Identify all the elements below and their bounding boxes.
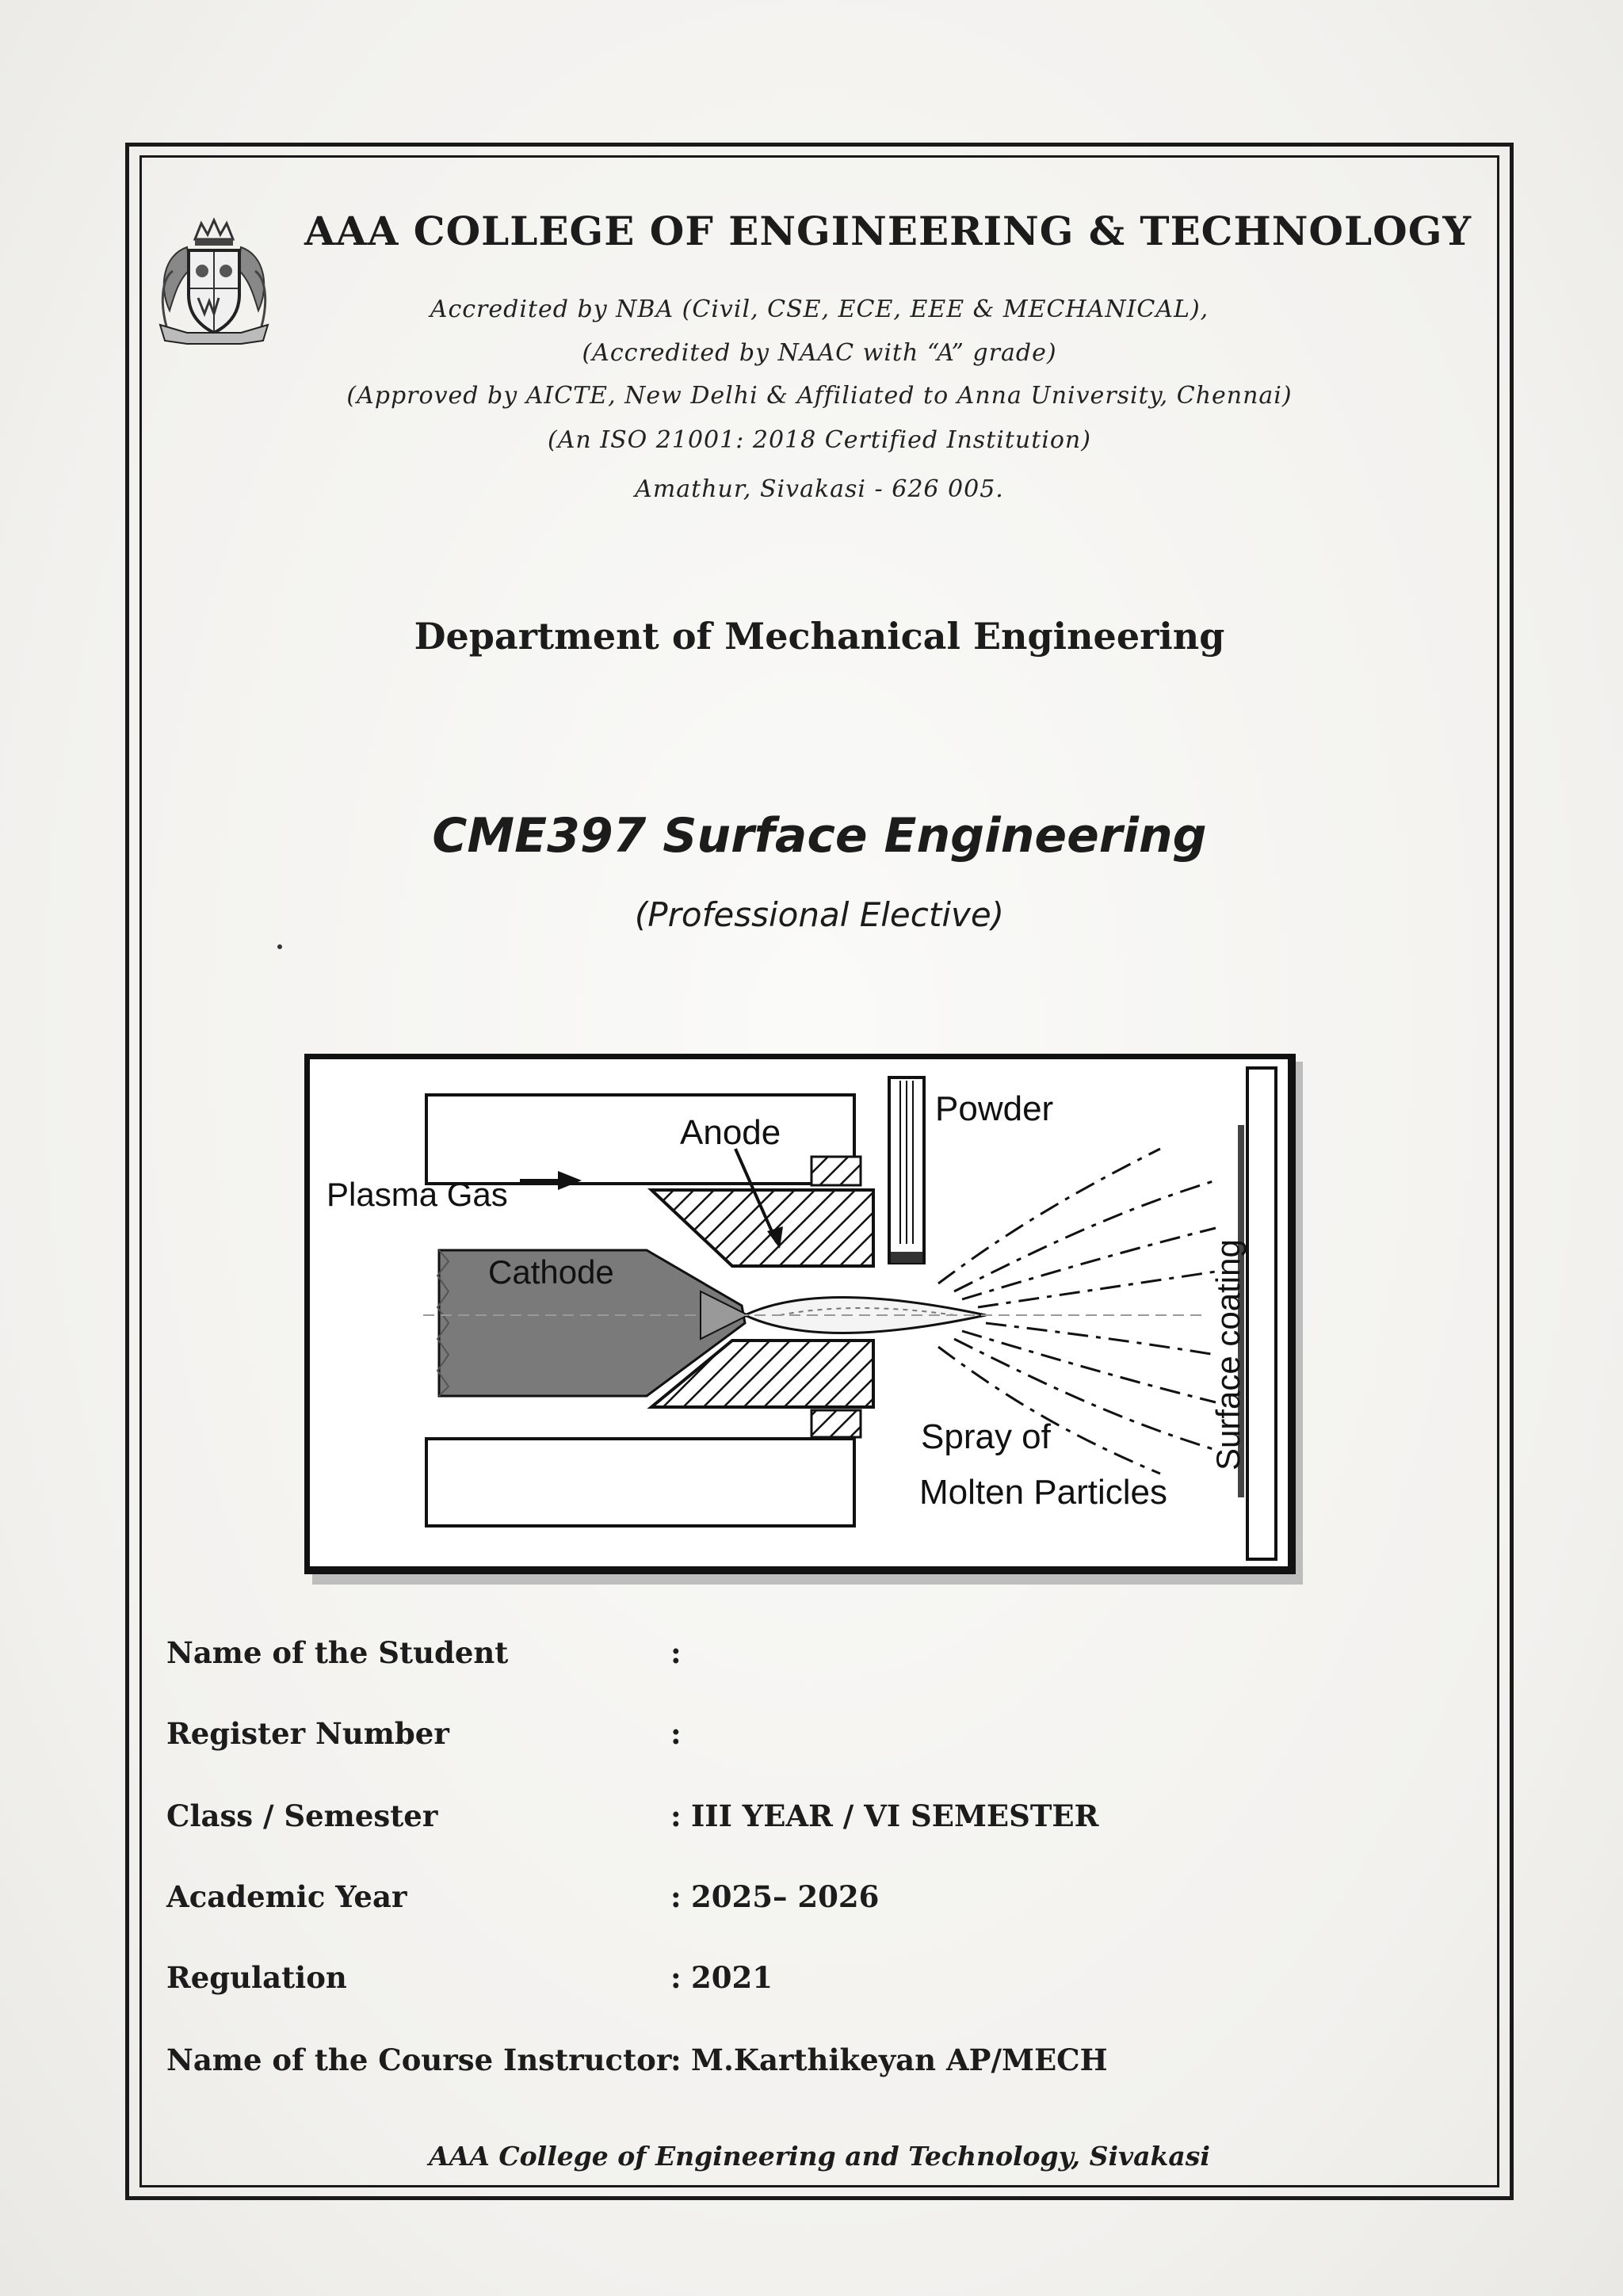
detail-row-regulation <box>166 1960 1355 2008</box>
detail-colon: : <box>670 1635 682 1670</box>
detail-label: Class / Semester <box>166 1798 438 1833</box>
detail-row-class-semester <box>166 1798 1355 1846</box>
college-name: AAA COLLEGE OF ENGINEERING & TECHNOLOGY <box>304 208 1472 254</box>
detail-label: Academic Year <box>166 1879 407 1914</box>
detail-colon: : <box>670 2042 682 2077</box>
detail-value: 2021 <box>691 1960 773 1995</box>
detail-label: Name of the Student <box>166 1635 509 1670</box>
detail-value: M.Karthikeyan AP/MECH <box>691 2042 1108 2077</box>
detail-value: III YEAR / VI SEMESTER <box>691 1798 1099 1833</box>
detail-label: Register Number <box>166 1716 449 1751</box>
course-title: CME397 Surface Engineering <box>432 808 1207 864</box>
powder-label: Powder <box>935 1089 1054 1128</box>
spray-label-line1: Spray of <box>921 1417 1051 1456</box>
plasma-spray-diagram <box>304 1054 1304 1586</box>
detail-colon: : <box>670 1716 682 1751</box>
detail-colon: : <box>670 1960 682 1995</box>
detail-colon: : <box>670 1879 682 1914</box>
detail-row-academic-year <box>166 1879 1355 1927</box>
surface-coating-label: Surface coating <box>1209 1239 1247 1470</box>
plasma-gas-label: Plasma Gas <box>327 1176 508 1213</box>
approval-aicte: (Approved by AICTE, New Delhi & Affiliated to Anna University, Chennai) <box>346 382 1293 410</box>
department-title: Department of Mechanical Engineering <box>414 615 1225 658</box>
detail-row-course-instructor <box>166 2042 1355 2090</box>
college-address: Amathur, Sivakasi - 626 005. <box>635 475 1004 503</box>
detail-row-register-number <box>166 1716 1355 1764</box>
accreditation-nba: Accredited by NBA (Civil, CSE, ECE, EEE & MECHANICAL), <box>430 296 1209 323</box>
spray-label-line2: Molten Particles <box>919 1473 1168 1512</box>
iso-certification: (An ISO 21001: 2018 Certified Institution) <box>548 426 1091 454</box>
detail-row-student-name <box>166 1635 1355 1683</box>
college-crest-logo <box>155 215 273 347</box>
detail-label: Regulation <box>166 1960 347 1995</box>
cathode-label: Cathode <box>488 1253 614 1291</box>
course-type: (Professional Elective) <box>634 895 1005 934</box>
anode-label: Anode <box>680 1113 781 1152</box>
detail-colon: : <box>670 1798 682 1833</box>
scan-speck <box>277 944 282 949</box>
detail-label: Name of the Course Instructor <box>166 2042 672 2077</box>
footer-college-name: AAA College of Engineering and Technology, Sivakasi <box>429 2141 1210 2172</box>
accreditation-naac: (Accredited by NAAC with “A” grade) <box>582 339 1057 367</box>
detail-value: 2025– 2026 <box>691 1879 880 1914</box>
